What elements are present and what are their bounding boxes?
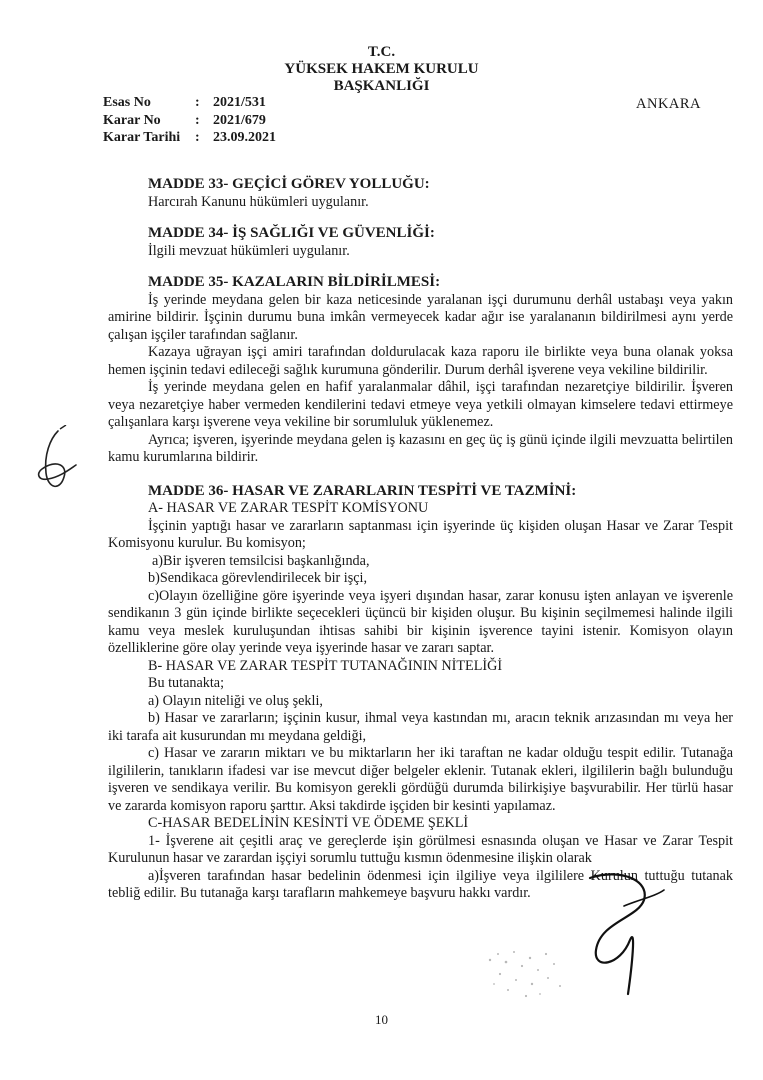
karar-row xyxy=(103,112,276,130)
article-35-title: MADDE 35- KAZALARIN BİLDİRİLMESİ: xyxy=(148,274,441,290)
article-34-title: MADDE 34- İŞ SAĞLIĞI VE GÜVENLİĞİ: xyxy=(148,225,435,241)
karar-label: Karar No xyxy=(103,112,161,128)
article-33-text: Harcırah Kanunu hükümleri uygulanır. xyxy=(148,193,369,210)
section-b-item: c) Hasar ve zararın miktarı ve bu miktarların her iki taraftan ne kadar olduğu tespit edilir. Tutanağa ilgililerin, tanıkların ifadesi var ise mevcut diğer belgeler eklenir. Tutanak ekleri, ilgililerin bağlı bulunduğu işveren ve sendikaya verilir. Bu komisyon gerekli gördüğü durumda bilirkişiye başvurabilir. Her türlü hasar ve zararda komisyon raporu şarttır. Aksi takdirde işçiden bir kesinti yapılamaz. xyxy=(108,745,733,814)
section-a-heading: A- HASAR VE ZARAR TESPİT KOMİSYONU xyxy=(148,500,429,516)
section-c-item: 1- İşverene ait çeşitli araç ve gereçlerde işin görülmesi esnasında oluşan ve Hasar ve Zarar Tespit Kurulunun hasar ve zarardan işçiyi sorumlu tuttuğu kısmın ödenmesine ilişkin olarak xyxy=(108,832,733,866)
tarih-label: Karar Tarihi xyxy=(103,130,181,145)
karar-value: 2021/679 xyxy=(213,112,266,128)
article-36-title: MADDE 36- HASAR VE ZARARLARIN TESPİTİ VE TAZMİNİ: xyxy=(148,482,577,499)
city: ANKARA xyxy=(636,96,702,112)
section-b-item: b) Hasar ve zararların; işçinin kusur, ihmal veya kastından mı, aracın teknik arızasından mı veya her iki tarafa ait kusurundan mı meydana geldiği, xyxy=(108,710,733,744)
section-a-item: c)Olayın özelliğine göre işyerinde veya işyeri dışından hasar, zarar konusu işten anlayan ve işverenle sendikanın 3 gün içinde birlikte seçecekleri üçüncü bir kişiden oluşur. Bu kişinin seçilmemesi halinde ilgili kamu veya meslek kuruluşundan ihtisas sahibi bir kişinin işverence tayini istenir. Komisyon olayın özelliklerine göre olay yerinde veya işyerinde hasar ve zararı saptar. xyxy=(108,587,733,656)
header-tc: T.C. xyxy=(367,44,396,60)
section-a-item: b)Sendikaca görevlendirilecek bir işçi, xyxy=(148,570,368,586)
colon: : xyxy=(195,112,200,128)
section-a-item: a)Bir işveren temsilcisi başkanlığında, xyxy=(152,552,370,569)
article-34-text: İlgili mevzuat hükümleri uygulanır. xyxy=(148,242,350,259)
esas-row xyxy=(103,94,276,112)
tarih-value: 23.09.2021 xyxy=(213,130,276,145)
article-35-paragraph: İş yerinde meydana gelen en hafif yaralanmalar dâhil, işçi tarafından nezaretçiye bildirilir. İşveren veya nezaretçiye haber vermeden kendilerini tedavi etmeye veya yetkili olmayan kimselere tedavi ettirmeye çalışanlara karşı işverene veya vekiline bir sorumluluk yüklenemez. xyxy=(108,379,733,430)
page-number: 10 xyxy=(375,1012,388,1027)
stamp-mark xyxy=(470,940,590,1010)
colon: : xyxy=(195,95,200,110)
section-b-intro: Bu tutanakta; xyxy=(148,675,225,691)
case-meta xyxy=(103,94,276,147)
article-35-paragraph: Kazaya uğrayan işçi amiri tarafından doldurulacak kaza raporu ile birlikte veya buna olanak yoksa hemen işçinin tedavi edileceği sağlık kurumuna gönderilir. Durum derhâl işverene veya vekiline bildirilir. xyxy=(108,344,733,378)
esas-value: 2021/531 xyxy=(213,95,266,110)
tarih-row xyxy=(103,129,276,147)
section-a-paragraph: İşçinin yaptığı hasar ve zararların saptanması için işyerinde üç kişiden oluşan Hasar ve Zarar Tespit Komisyonu kurulur. Bu komisyon; xyxy=(108,517,733,551)
article-35-paragraph: İş yerinde meydana gelen bir kaza neticesinde yaralanan işçi durumunu derhâl ustabaşı veya yakın amirine bildirir. İşçinin durumu buna imkân vermeyecek kadar ağır ise yaralananın bildirilmesi aynı yerde çalışan işçiler tarafından sağlanır. xyxy=(108,291,733,343)
handwritten-initial xyxy=(30,425,85,500)
article-35-paragraph: Ayrıca; işveren, işyerinde meydana gelen iş kazasını en geç üç iş günü içinde ilgili mevzuatta belirtilen kamu kurumlarına bildirir. xyxy=(108,431,733,465)
document-body xyxy=(108,176,733,903)
section-b-item: a) Olayın niteliği ve oluş şekli, xyxy=(148,692,323,709)
header-institution: YÜKSEK HAKEM KURULU xyxy=(284,61,479,77)
article-33-title: MADDE 33- GEÇİCİ GÖREV YOLLUĞU: xyxy=(148,176,430,192)
esas-label: Esas No xyxy=(103,95,151,110)
header-presidency: BAŞKANLIĞI xyxy=(333,78,430,94)
section-c-heading: C-HASAR BEDELİNİN KESİNTİ VE ÖDEME ŞEKLİ xyxy=(148,815,469,831)
colon: : xyxy=(195,130,200,145)
section-b-heading: B- HASAR VE ZARAR TESPİT TUTANAĞININ NİTELİĞİ xyxy=(148,657,503,674)
section-c-item: a)İşveren tarafından hasar bedelinin ödenmesi için ilgiliye veya ilgililere Kurulun tuttuğu tutanak tebliğ edilir. Bu tutanağa karşı tarafların mahkemeye başvuru hakkı vardır. xyxy=(108,867,733,901)
